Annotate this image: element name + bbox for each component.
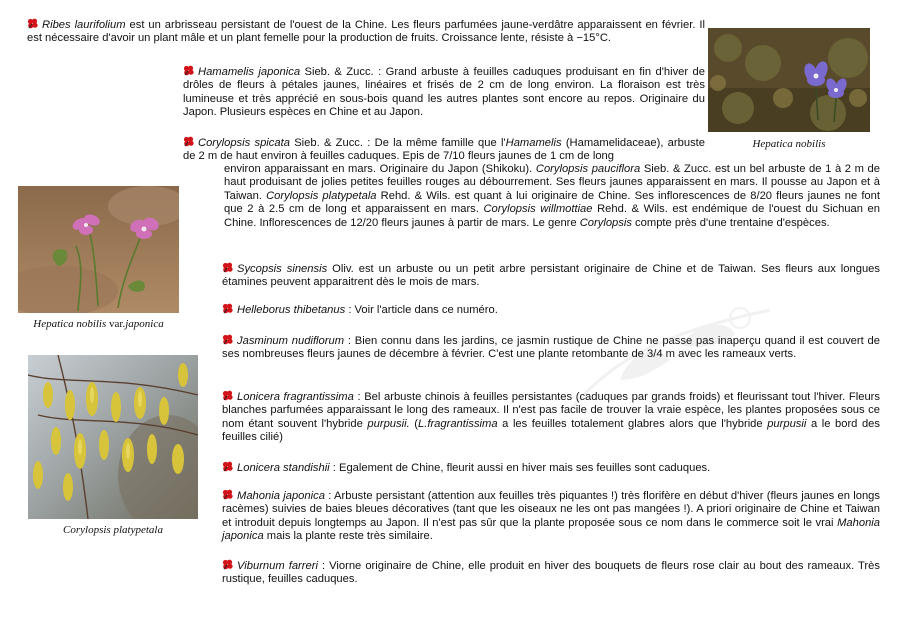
caption-hepatica-nobilis-japonica [18, 318, 179, 330]
species-name: Helleborus thibetanus [237, 304, 346, 316]
red-flower-bullet-icon [183, 136, 194, 147]
paragraph-text: mais la plante reste très similaire. [263, 530, 433, 543]
paragraph-viburnum [222, 559, 880, 587]
red-flower-bullet-icon [222, 489, 233, 500]
paragraph-text: : Voir l'article dans ce numéro. [345, 304, 498, 316]
species-name: Corylopsis willmottiae [483, 203, 593, 216]
species-name: Corylopsis spicata [198, 137, 290, 149]
paragraph-jasminum [222, 334, 880, 362]
species-name: Corylopsis pauciflora [535, 163, 641, 175]
species-name: Hamamelis japonica [198, 66, 301, 78]
caption-corylopsis-platypetala: Corylopsis platypetala [63, 524, 163, 536]
caption-var: var. [109, 318, 126, 330]
paragraph-corylopsis [183, 136, 705, 164]
paragraph-text: : Bel arbuste chinois à feuilles persistantes (caduques par grands froids) et fleurissant tout l'hiver. Fleurs blanches parfumées apparaissant le long des rameaux. Il n'est pas facile de trouver la vraie espèce, les plantes proposées sous ce nom étant souvent l'hybride [222, 391, 880, 430]
paragraph-text: compte près d'une trentaine d'espèces. [631, 216, 830, 229]
paragraph-text: Oliv. est un arbuste ou un petit arbre persistant originaire de Chine et de Taiwan. Ses fleurs aux longues étamines peuvent apparaitrent dès le mois de mars. [222, 263, 880, 289]
species-name: Hamamelis [505, 137, 562, 149]
paragraph-text: Sieb. & Zucc. : Grand arbuste à feuilles caduques produisant en fin d'hiver de drôles de fleurs à pétales jaunes, linéaires et frisés de 2 cm de long environ. La floraison est très lumineuse et très apprécié en sous-bois quand les autres plantes sont encore au repos. Originaire du Japon. Plusieurs espèces en Chine et au Japon. [183, 66, 706, 119]
photo-hepatica-nobilis-japonica [18, 186, 179, 313]
species-name: Corylopsis [579, 216, 632, 229]
paragraph-text: a le bord des feuilles cilié) [222, 417, 880, 444]
red-flower-bullet-icon [222, 559, 233, 570]
paragraph-hamamelis [183, 65, 705, 120]
photo-corylopsis-platypetala [28, 355, 198, 519]
red-flower-bullet-icon [222, 334, 233, 345]
caption-hepatica-name: Hepatica nobilis [33, 318, 110, 330]
paragraph-corylopsis-continued [224, 163, 880, 230]
species-name: purpusii [767, 417, 807, 430]
paragraph-text: Rehd. & Wils. est endémique de l'ouest du Sichuan en Chine. Inflorescences de 12/20 fleurs jaunes à partir de mars. Le genre [224, 203, 880, 229]
red-flower-bullet-icon [222, 262, 233, 273]
paragraph-text: Rehd. & Wils. est quant à lui originaire de Chine. Ses inflorescences de 8/20 fleurs jaunes ne font que 2 à 2.5 cm de long et apparaissent en mars. [224, 189, 880, 216]
paragraph-text: Sieb. & Zucc. : De la même famille que l' [289, 137, 506, 149]
species-name: Sycopsis sinensis [237, 263, 328, 275]
paragraph-text: a les feuilles totalement glabres alors que l'hybride [497, 417, 768, 430]
species-name: L.fragrantissima [418, 417, 498, 430]
species-name: Mahonia japonica [222, 516, 880, 543]
paragraph-text: : Bien connu dans les jardins, ce jasmin rustique de Chine ne passe pas inaperçu quand il est couvert de ses nombreuses fleurs jaunes de décembre à février. C'est une plante retombante de 3/4 m avec les rameaux verts. [222, 335, 880, 361]
species-name: Corylopsis platypetala [266, 189, 377, 202]
paragraph-text: (Hamamelidaceae), arbuste de 2 m de haut environ à feuilles caduques. Epis de 7/10 fleurs jaunes de 1 cm de long [183, 137, 706, 163]
paragraph-text: Sieb. & Zucc. est un bel arbuste de 1 à 2 m de haut produisant de jolies petites feuilles rouges au débourrement. Ses fleurs jaunes apparaissent en mars. Il pousse au Japon et à Taiwan. [224, 163, 880, 202]
paragraph-text: : Arbuste persistant (attention aux feuilles très piquantes !) très florifère en début d'hiver (fleurs jaunes en longs racèmes) suivies de baies bleues décoratives (tant que les oiseaux ne les ont pas mangées !). A priori originaire de Chine et Taiwan et introduit depuis longtemps au Japon. Il n'est pas sûr que la plante proposée sous ce nom dans le commerce soit le vrai [222, 490, 881, 529]
paragraph-helleborus [222, 303, 880, 317]
caption-japonica: japonica [125, 318, 164, 330]
red-flower-bullet-icon [222, 303, 233, 314]
paragraph-text: : Viorne originaire de Chine, elle produit en hiver des bouquets de fleurs rose clair au bout des rameaux. Très rustique, feuilles caduques. [222, 560, 880, 586]
species-name: Viburnum farreri [237, 560, 318, 572]
species-name: Ribes laurifolium [42, 19, 126, 31]
red-flower-bullet-icon [183, 65, 194, 76]
red-flower-bullet-icon [222, 390, 233, 401]
red-flower-bullet-icon [27, 18, 38, 29]
species-name: Lonicera fragrantissima [237, 391, 354, 403]
photo-hepatica-nobilis [708, 28, 870, 132]
paragraph-text: : Egalement de Chine, fleurit aussi en hiver mais ses feuilles sont caduques. [329, 462, 711, 474]
species-name: purpusii. [367, 417, 410, 430]
paragraph-text: est un arbrisseau persistant de l'ouest de la Chine. Les fleurs parfumées jaune-verdâtre apparaissent en février. Il est nécessaire d'avoir un plant mâle et un plant femelle pour la production de fruits. Croissance lente, résiste à −15°C. [27, 19, 705, 45]
paragraph-lonicera-fragrantissima [222, 390, 880, 445]
species-name: Lonicera standishii [237, 462, 330, 474]
paragraph-sycopsis [222, 262, 880, 290]
species-name: Mahonia japonica [237, 490, 325, 502]
paragraph-text: ( [409, 417, 418, 430]
caption-hepatica-nobilis: Hepatica nobilis [752, 138, 826, 150]
paragraph-lonicera-standishii [222, 461, 880, 475]
paragraph-text: environ apparaissant en mars. Originaire du Japon (Shikoku). [224, 163, 536, 175]
species-name: Jasminum nudiflorum [237, 335, 345, 347]
red-flower-bullet-icon [222, 461, 233, 472]
paragraph-ribes [27, 18, 705, 46]
paragraph-mahonia [222, 489, 880, 544]
